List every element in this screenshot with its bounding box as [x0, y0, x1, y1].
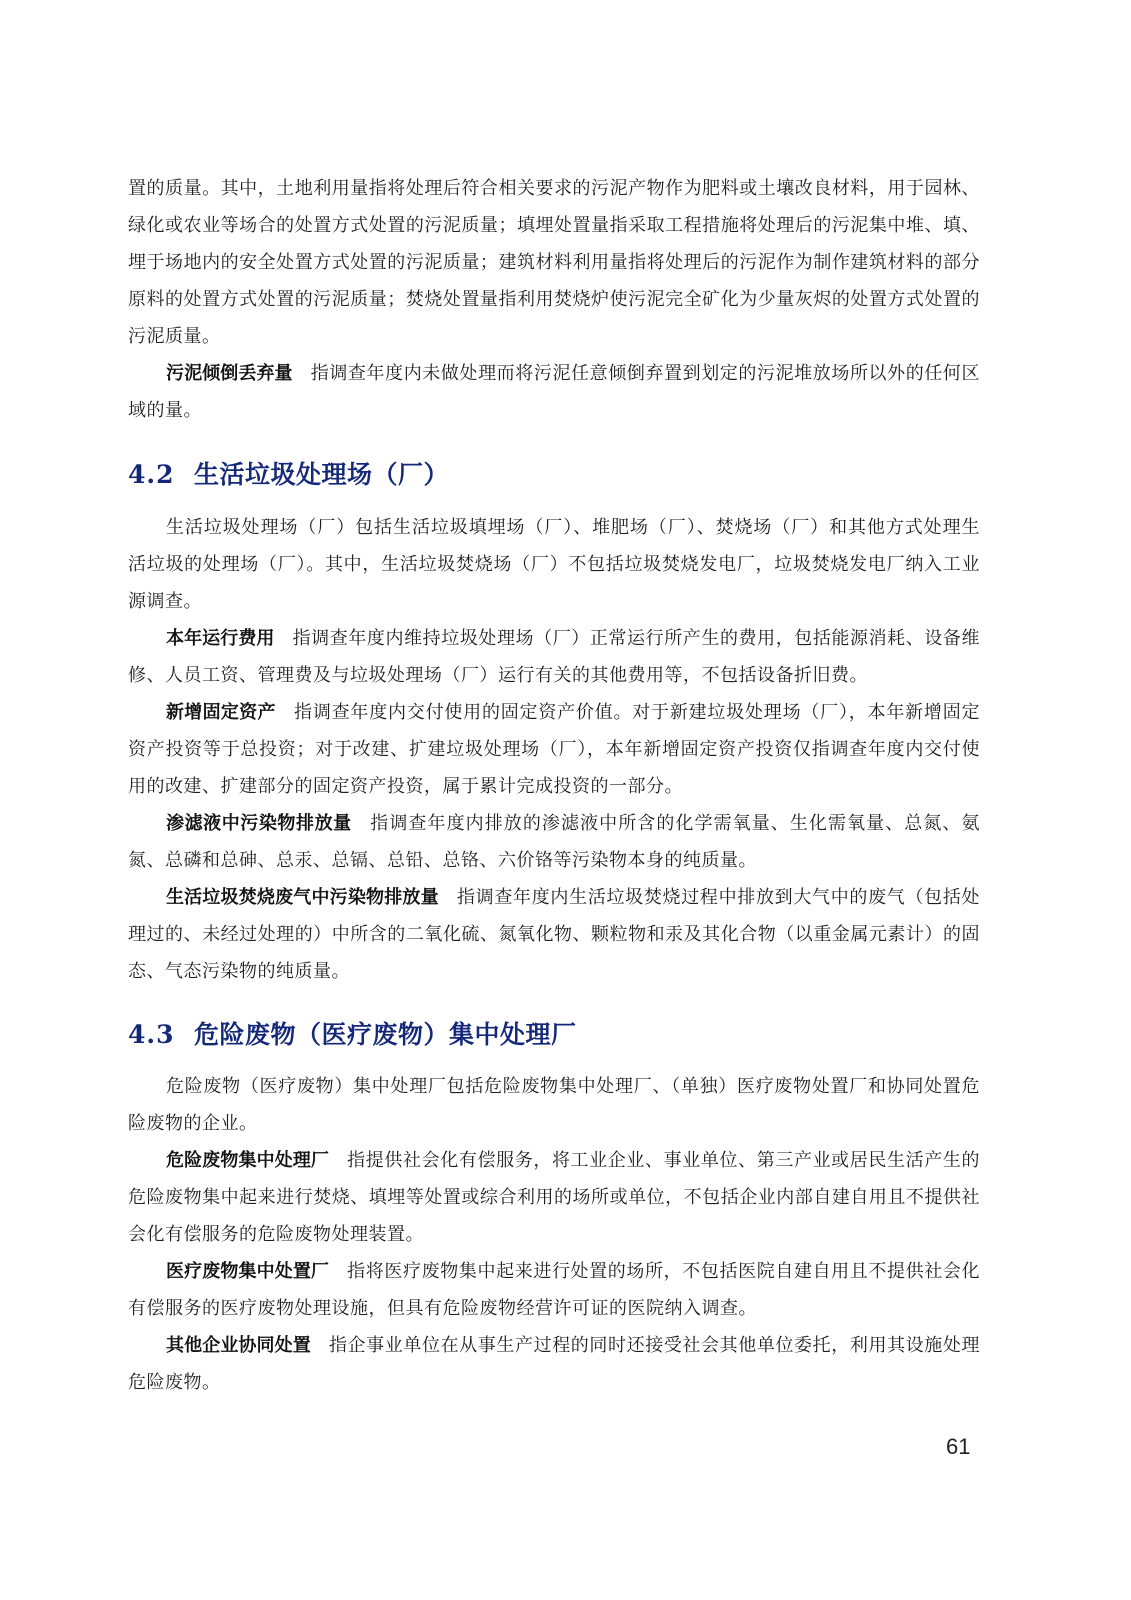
- section-body-4-2: [128, 509, 980, 990]
- term-definition: 指调查年度内维持垃圾处理场（厂）正常运行所产生的费用，包括能源消耗、设备维修、人员工资、管理费及与垃圾处理场（厂）运行有关的其他费用等，不包括设备折旧费。: [128, 628, 981, 686]
- term-definition: 指企事业单位在从事生产过程的同时还接受社会其他单位委托，利用其设施处理危险废物。: [128, 1335, 981, 1393]
- term-definition: 指将医疗废物集中起来进行处置的场所，不包括医院自建自用且不提供社会化有偿服务的医疗废物处理设施，但具有危险废物经营许可证的医院纳入调查。: [128, 1261, 980, 1319]
- term-label: 新增固定资产: [166, 702, 276, 723]
- paragraph-sludge-dumping: [128, 355, 980, 429]
- definition-item: [128, 1142, 980, 1253]
- section-heading-4-2: [128, 455, 449, 491]
- section-intro: 危险废物（医疗废物）集中处理厂包括危险废物集中处理厂、（单独）医疗废物处置厂和协同处置危险废物的企业。: [128, 1076, 980, 1134]
- paragraph-sludge-disposal: 置的质量。其中，土地利用量指将处理后符合相关要求的污泥产物作为肥料或土壤改良材料，用于园林、绿化或农业等场合的处置方式处置的污泥质量；填埋处置量指采取工程措施将处理后的污泥集中堆、填、埋于场地内的安全处置方式处置的污泥质量；建筑材料利用量指将处理后的污泥作为制作建筑材料的部分原料的处置方式处置的污泥质量；焚烧处置量指利用焚烧炉使污泥完全矿化为少量灰烬的处置方式处置的污泥质量。: [128, 178, 980, 347]
- definition-item: [128, 1327, 980, 1401]
- term-label: 本年运行费用: [166, 628, 275, 649]
- section-intro: 生活垃圾处理场（厂）包括生活垃圾填埋场（厂）、堆肥场（厂）、焚烧场（厂）和其他方式处理生活垃圾的处理场（厂）。其中，生活垃圾焚烧场（厂）不包括垃圾焚烧发电厂，垃圾焚烧发电厂纳入工业源调查。: [128, 517, 980, 612]
- section-body-4-3: [128, 1068, 980, 1401]
- section-title: 危险废物（医疗废物）集中处理厂: [194, 1020, 577, 1049]
- term-definition: 指调查年度内生活垃圾焚烧过程中排放到大气中的废气（包括处理过的、未经过处理的）中所含的二氧化硫、氮氧化物、颗粒物和汞及其化合物（以重金属元素计）的固态、气态污染物的纯质量。: [128, 887, 981, 982]
- continuation-block: [128, 170, 980, 429]
- page-number: 61: [946, 1434, 971, 1459]
- term-definition: 指调查年度内未做处理而将污泥任意倾倒弃置到划定的污泥堆放场所以外的任何区域的量。: [128, 363, 981, 421]
- term-label: 医疗废物集中处置厂: [166, 1261, 330, 1282]
- term-label: 渗滤液中污染物排放量: [166, 813, 352, 834]
- section-number: 4.2: [128, 460, 175, 489]
- definition-item: [128, 694, 980, 805]
- definition-item: [128, 805, 980, 879]
- term-label: 生活垃圾焚烧废气中污染物排放量: [166, 887, 439, 908]
- definition-item: [128, 879, 980, 990]
- term-definition: 指调查年度内交付使用的固定资产价值。对于新建垃圾处理场（厂），本年新增固定资产投资等于总投资；对于改建、扩建垃圾处理场（厂），本年新增固定资产投资仅指调查年度内交付使用的改建、扩建部分的固定资产投资，属于累计完成投资的一部分。: [128, 702, 981, 797]
- term-label: 危险废物集中处理厂: [166, 1150, 330, 1171]
- term-definition: 指调查年度内排放的渗滤液中所含的化学需氧量、生化需氧量、总氮、氨氮、总磷和总砷、总汞、总镉、总铅、总铬、六价铬等污染物本身的纯质量。: [128, 813, 981, 871]
- section-title: 生活垃圾处理场（厂）: [194, 460, 450, 489]
- section-heading-4-3: [128, 1015, 577, 1051]
- term-label: 其他企业协同处置: [166, 1335, 311, 1356]
- definition-item: [128, 620, 980, 694]
- term-label: 污泥倾倒丢弃量: [166, 363, 293, 384]
- term-definition: 指提供社会化有偿服务，将工业企业、事业单位、第三产业或居民生活产生的危险废物集中起来进行焚烧、填埋等处置或综合利用的场所或单位，不包括企业内部自建自用且不提供社会化有偿服务的危险废物处理装置。: [128, 1150, 980, 1245]
- section-number: 4.3: [128, 1020, 175, 1049]
- definition-item: [128, 1253, 980, 1327]
